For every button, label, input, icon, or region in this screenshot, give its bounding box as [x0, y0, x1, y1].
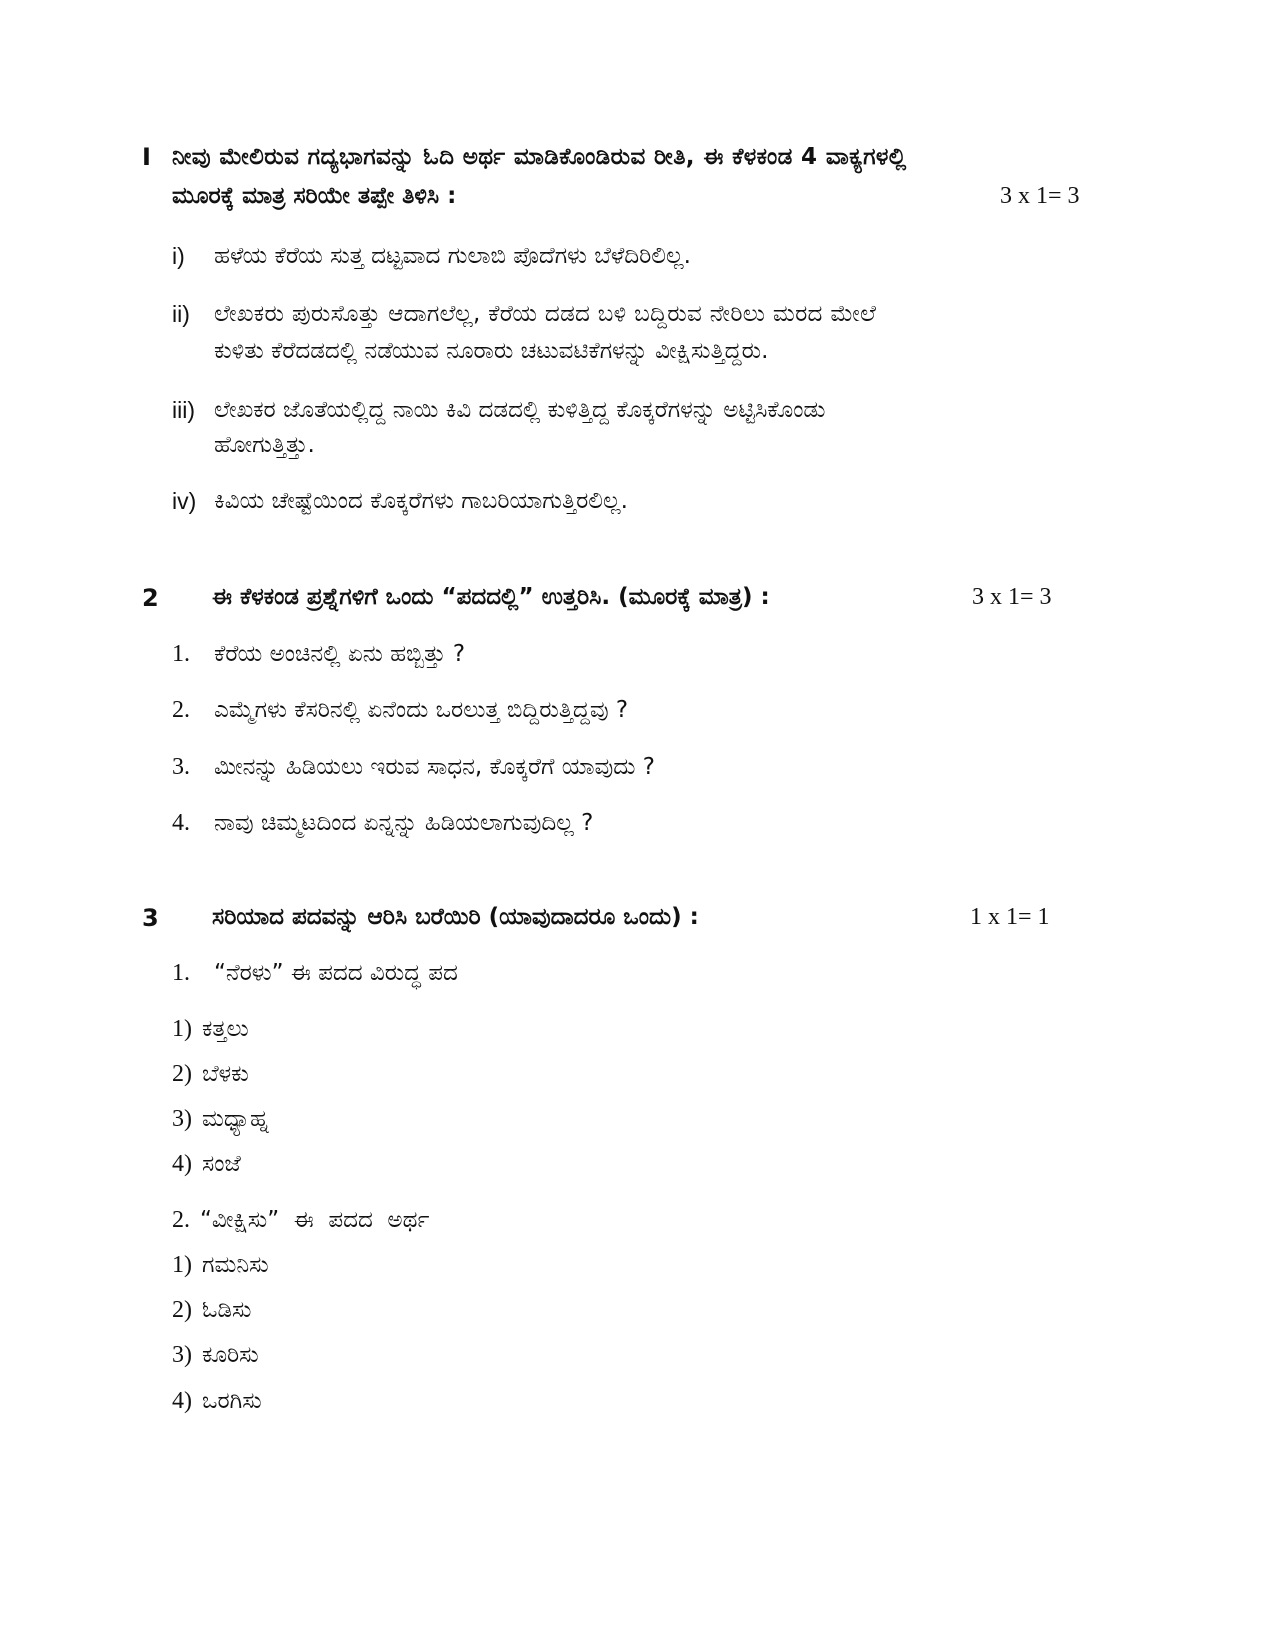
q3-sub2-option-label: 3) [172, 1342, 192, 1368]
q1-item-label: iv) [172, 488, 197, 514]
q2-item-label: 2. [172, 697, 190, 723]
q1-item-text: ಕುಳಿತು ಕೆರೆದಡದಲ್ಲಿ ನಡೆಯುವ ನೂರಾರು ಚಟುವಟಿಕೆಗಳನ್ನು ವೀಕ್ಷಿಸುತ್ತಿದ್ದರು. [214, 338, 769, 364]
q3-sub2-option-label: 2) [172, 1297, 192, 1323]
q3-sub2-option-label: 4) [172, 1388, 192, 1414]
q1-item-label: ii) [172, 301, 190, 327]
q2-marks: 3 x 1= 3 [972, 584, 1052, 610]
q2-number: 2 [142, 584, 159, 612]
q3-sub2-option-text: ಒರಗಿಸು [202, 1388, 262, 1414]
q3-marks: 1 x 1= 1 [970, 904, 1050, 930]
q3-sub2-label: 2. [172, 1207, 190, 1233]
q3-sub1-option-text: ಕತ್ತಲು [202, 1016, 249, 1042]
q1-number: I [142, 143, 151, 171]
q3-number: 3 [142, 904, 159, 932]
q2-heading: ಈ ಕೆಳಕಂಡ ಪ್ರಶ್ನೆಗಳಿಗೆ ಒಂದು “ಪದದಲ್ಲಿ” ಉತ್ತರಿಸಿ. (ಮೂರಕ್ಕೆ ಮಾತ್ರ) : [212, 584, 770, 610]
q1-heading-line2: ಮೂರಕ್ಕೆ ಮಾತ್ರ ಸರಿಯೇ ತಪ್ಪೇ ತಿಳಿಸಿ : [172, 183, 457, 209]
q3-sub1-option-text: ಸಂಜೆ [202, 1151, 241, 1177]
q3-sub1-option-text: ಬೆಳಕು [202, 1061, 249, 1087]
q1-item-text: ಹಳೆಯ ಕೆರೆಯ ಸುತ್ತ ದಟ್ಟವಾದ ಗುಲಾಬಿ ಪೊದೆಗಳು ಬೆಳೆದಿರಿಲಿಲ್ಲ. [214, 243, 691, 269]
q2-item-label: 4. [172, 810, 190, 836]
q1-item-text: ಹೋಗುತ್ತಿತ್ತು. [214, 432, 315, 458]
q1-item-label: iii) [172, 397, 195, 423]
q3-sub2-option-text: ಗಮನಿಸು [202, 1252, 269, 1278]
q2-item-text: ನಾವು ಚಿಮ್ಮಟದಿಂದ ಏನ್ನನ್ನು ಹಿಡಿಯಲಾಗುವುದಿಲ್ಲ ? [214, 810, 594, 836]
q1-item-text: ಲೇಖಕರ ಜೊತೆಯಲ್ಲಿದ್ದ ನಾಯಿ ಕಿವಿ ದಡದಲ್ಲಿ ಕುಳಿತ್ತಿದ್ದ ಕೊಕ್ಕರೆಗಳನ್ನು ಅಟ್ಟಿಸಿಕೊಂಡು [214, 397, 826, 423]
q1-item-label: i) [172, 243, 185, 269]
q3-sub2-option-text: ಓಡಿಸು [202, 1297, 252, 1323]
q3-sub2-option-label: 1) [172, 1252, 192, 1278]
q2-item-text: ಕೆರೆಯ ಅಂಚಿನಲ್ಲಿ ಏನು ಹಬ್ಬಿತ್ತು ? [214, 641, 466, 667]
q2-item-text: ಎಮ್ಮೆಗಳು ಕೆಸರಿನಲ್ಲಿ ಏನೆಂದು ಒರಲುತ್ತ ಬಿದ್ದಿರುತ್ತಿದ್ದವು ? [214, 697, 629, 723]
q3-sub2-option-text: ಕೂರಿಸು [202, 1342, 259, 1368]
q3-sub1-option-label: 1) [172, 1016, 192, 1042]
q3-sub1-text: “ನೆರಳು” ಈ ಪದದ ವಿರುದ್ಧ ಪದ [214, 960, 458, 986]
q2-item-text: ಮೀನನ್ನು ಹಿಡಿಯಲು ಇರುವ ಸಾಧನ, ಕೊಕ್ಕರೆಗೆ ಯಾವುದು ? [214, 754, 655, 780]
q1-heading-line1: ನೀವು ಮೇಲಿರುವ ಗದ್ಯಭಾಗವನ್ನು ಓದಿ ಅರ್ಥ ಮಾಡಿಕೊಂಡಿರುವ ರೀತಿ, ಈ ಕೆಳಕಂಡ 4 ವಾಕ್ಯಗಳಲ್ಲಿ [172, 144, 907, 170]
q1-item-text: ಕಿವಿಯ ಚೇಷ್ಟೆಯಿಂದ ಕೊಕ್ಕರೆಗಳು ಗಾಬರಿಯಾಗುತ್ತಿರಲಿಲ್ಲ. [214, 488, 628, 514]
q2-item-label: 3. [172, 754, 190, 780]
q3-sub1-label: 1. [172, 960, 190, 986]
q2-item-label: 1. [172, 641, 190, 667]
q3-sub1-option-label: 3) [172, 1106, 192, 1132]
q3-heading: ಸರಿಯಾದ ಪದವನ್ನು ಆರಿಸಿ ಬರೆಯಿರಿ (ಯಾವುದಾದರೂ ಒಂದು) : [212, 904, 699, 930]
q3-sub1-option-text: ಮಧ್ಯಾಹ್ನ [202, 1106, 270, 1132]
q1-marks: 3 x 1= 3 [1000, 183, 1080, 209]
q3-sub2-text: “ವೀಕ್ಷಿಸು” ಈ ಪದದ ಅರ್ಥ [200, 1207, 430, 1233]
q3-sub1-option-label: 2) [172, 1061, 192, 1087]
q1-item-text: ಲೇಖಕರು ಪುರುಸೊತ್ತು ಆದಾಗಲೆಲ್ಲ, ಕೆರೆಯ ದಡದ ಬಳಿ ಬದ್ದಿರುವ ನೇರಿಲು ಮರದ ಮೇಲೆ [214, 301, 877, 327]
q3-sub1-option-label: 4) [172, 1151, 192, 1177]
